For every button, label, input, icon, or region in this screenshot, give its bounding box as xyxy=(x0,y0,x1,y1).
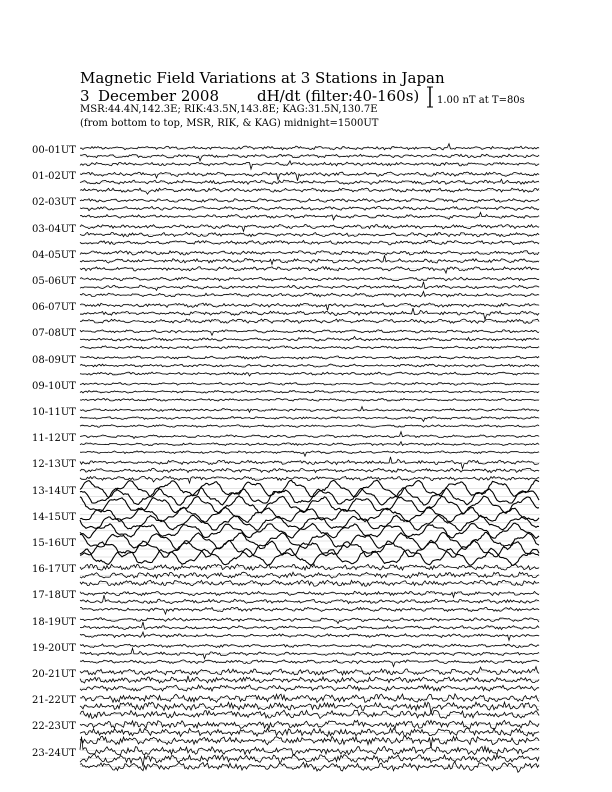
scale-label: 1.00 nT at T=80s xyxy=(437,95,525,106)
trace-kag xyxy=(80,172,539,181)
hour-label: 23-24UT xyxy=(32,747,76,759)
trace-rik xyxy=(80,442,539,446)
hour-label: 13-14UT xyxy=(32,485,76,497)
chart-title: Magnetic Field Variations at 3 Stations in Japan xyxy=(80,69,445,87)
hour-label: 14-15UT xyxy=(32,511,76,523)
trace-rik xyxy=(80,179,539,184)
hour-label: 17-18UT xyxy=(32,590,76,602)
hour-label: 05-06UT xyxy=(32,276,76,287)
trace-kag xyxy=(80,618,539,624)
trace-rik xyxy=(80,154,539,161)
trace-rik xyxy=(80,417,539,422)
hour-label: 09-10UT xyxy=(32,380,76,392)
hour-label: 03-04UT xyxy=(32,223,76,235)
trace-kag xyxy=(80,432,539,439)
hour-label: 18-19UT xyxy=(32,616,76,628)
trace-msr xyxy=(80,292,539,297)
trace-msr xyxy=(80,161,539,169)
trace-kag xyxy=(80,667,539,676)
trace-rik xyxy=(80,337,539,341)
trace-kag xyxy=(80,591,539,597)
trace-msr xyxy=(80,212,539,220)
hour-label: 06-07UT xyxy=(32,302,76,314)
hour-label: 04-05UT xyxy=(32,249,76,261)
hour-label: 16-17UT xyxy=(32,564,76,576)
trace-kag xyxy=(80,225,539,232)
trace-msr xyxy=(80,607,539,614)
station-coordinates: MSR:44.4N,142.3E; RIK:43.5N,143.8E; KAG:31.5N,130.7E xyxy=(80,104,378,115)
trace-kag xyxy=(80,303,539,310)
trace-kag xyxy=(80,407,539,413)
trace-msr xyxy=(80,372,539,376)
hour-label: 08-09UT xyxy=(32,354,76,366)
trace-kag xyxy=(80,144,539,150)
hour-label: 11-12UT xyxy=(32,433,76,445)
hour-label: 01-02UT xyxy=(32,171,76,183)
trace-msr xyxy=(80,632,539,640)
trace-msr xyxy=(80,660,539,667)
trace-kag xyxy=(80,457,539,469)
hour-label: 21-22UT xyxy=(32,695,76,707)
quantity-label: dH/dt (filter:40-160s) xyxy=(257,87,420,105)
hour-label: 15-16UT xyxy=(32,538,76,549)
trace-rik xyxy=(80,282,539,291)
trace-rik xyxy=(80,255,539,264)
hour-label: 20-21UT xyxy=(32,669,76,680)
hour-label: 12-13UT xyxy=(32,459,76,471)
trace-msr xyxy=(80,736,539,748)
hour-label: 00-01UT xyxy=(32,145,76,156)
trace-kag xyxy=(80,330,539,336)
trace-rik xyxy=(80,648,539,658)
trace-msr xyxy=(80,267,539,273)
trace-msr xyxy=(80,762,539,772)
hour-label: 22-23UT xyxy=(32,721,76,733)
trace-rik xyxy=(80,754,539,766)
station-order-note: (from bottom to top, MSR, RIK, & KAG) midnight=1500UT xyxy=(80,118,379,129)
hour-label: 02-03UT xyxy=(32,197,76,209)
date-month-year: December 2008 xyxy=(98,87,219,105)
trace-msr xyxy=(80,188,539,194)
trace-rik xyxy=(80,308,539,319)
hour-label: 10-11UT xyxy=(32,407,76,418)
date-day: 3 xyxy=(80,87,90,105)
hour-label: 19-20UT xyxy=(32,642,76,654)
trace-rik xyxy=(80,702,539,713)
trace-rik xyxy=(80,676,539,683)
hour-label: 07-08UT xyxy=(32,328,76,340)
trace-msr xyxy=(80,451,539,456)
trace-rik xyxy=(80,622,539,630)
trace-msr xyxy=(80,476,539,483)
trace-rik xyxy=(80,595,539,603)
